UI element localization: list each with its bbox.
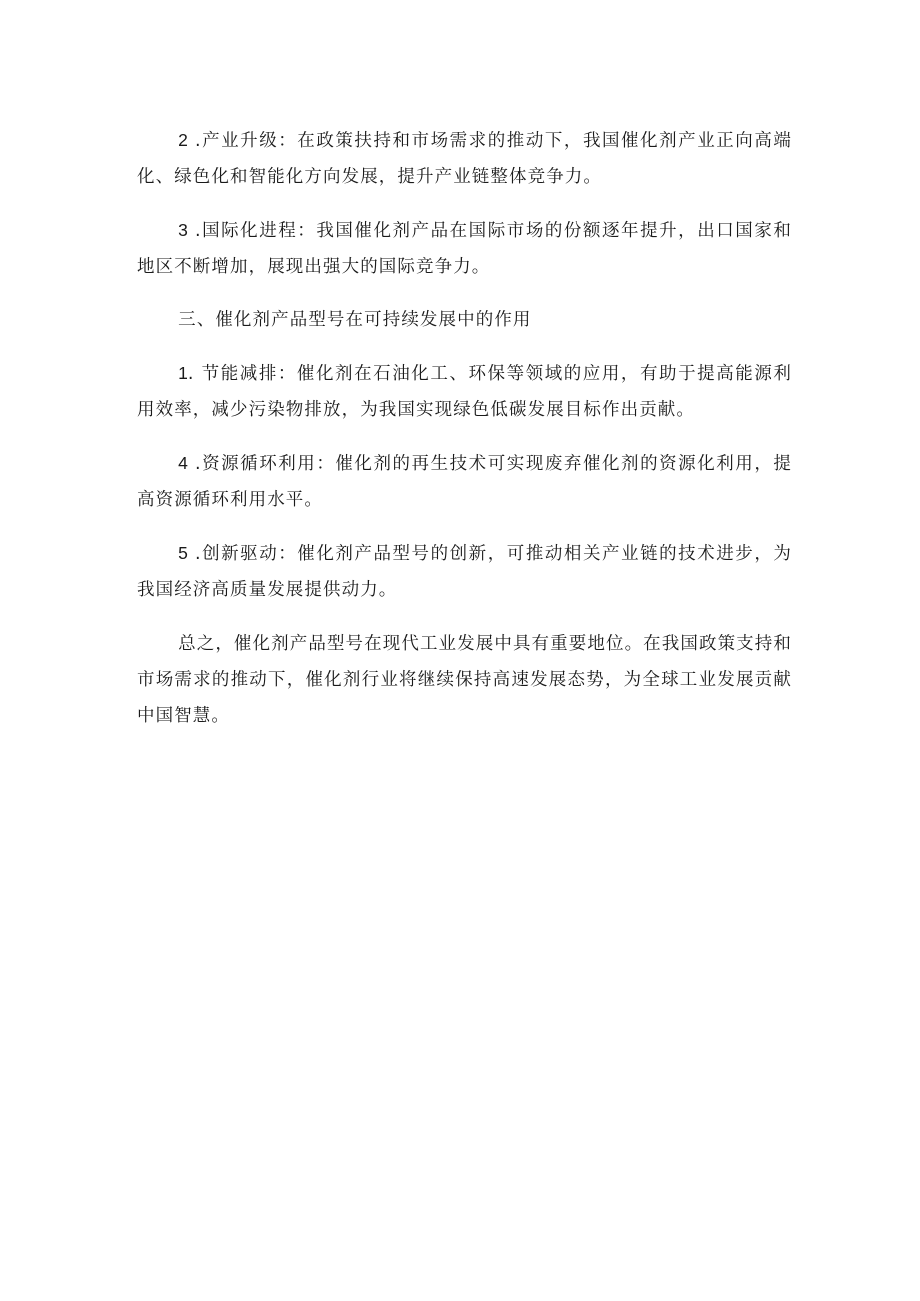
paragraph-text: .国际化进程：我国催化剂产品在国际市场的份额逐年提升，出口国家和地区不断增加，展现出强大的国际竞争力。 — [137, 221, 792, 277]
paragraph-text: .创新驱动：催化剂产品型号的创新，可推动相关产业链的技术进步，为我国经济高质量发展提供动力。 — [137, 544, 792, 600]
paragraph-conclusion — [137, 625, 792, 734]
section-heading-text: 三、催化剂产品型号在可持续发展中的作用 — [178, 310, 532, 330]
paragraph-energy-saving — [137, 355, 792, 428]
paragraph-internationalization — [137, 212, 792, 285]
item-number: 4 — [178, 453, 188, 473]
paragraph-resource-recycling — [137, 445, 792, 518]
item-number: 2 — [178, 130, 188, 150]
paragraph-text: .资源循环利用：催化剂的再生技术可实现废弃催化剂的资源化利用，提高资源循环利用水平。 — [137, 454, 792, 510]
item-number: 1 — [178, 363, 188, 383]
document-page — [137, 122, 792, 751]
item-number: 5 — [178, 543, 188, 563]
section-heading — [137, 302, 792, 338]
paragraph-text: 总之，催化剂产品型号在现代工业发展中具有重要地位。在我国政策支持和市场需求的推动下，催化剂行业将继续保持高速发展态势，为全球工业发展贡献中国智慧。 — [137, 634, 792, 726]
paragraph-industry-upgrade — [137, 122, 792, 195]
paragraph-text: . 节能减排：催化剂在石油化工、环保等领域的应用，有助于提高能源利用效率，减少污染物排放，为我国实现绿色低碳发展目标作出贡献。 — [137, 364, 792, 420]
item-number: 3 — [178, 220, 188, 240]
paragraph-innovation — [137, 535, 792, 608]
paragraph-text: .产业升级：在政策扶持和市场需求的推动下，我国催化剂产业正向高端化、绿色化和智能化方向发展，提升产业链整体竞争力。 — [137, 131, 792, 187]
